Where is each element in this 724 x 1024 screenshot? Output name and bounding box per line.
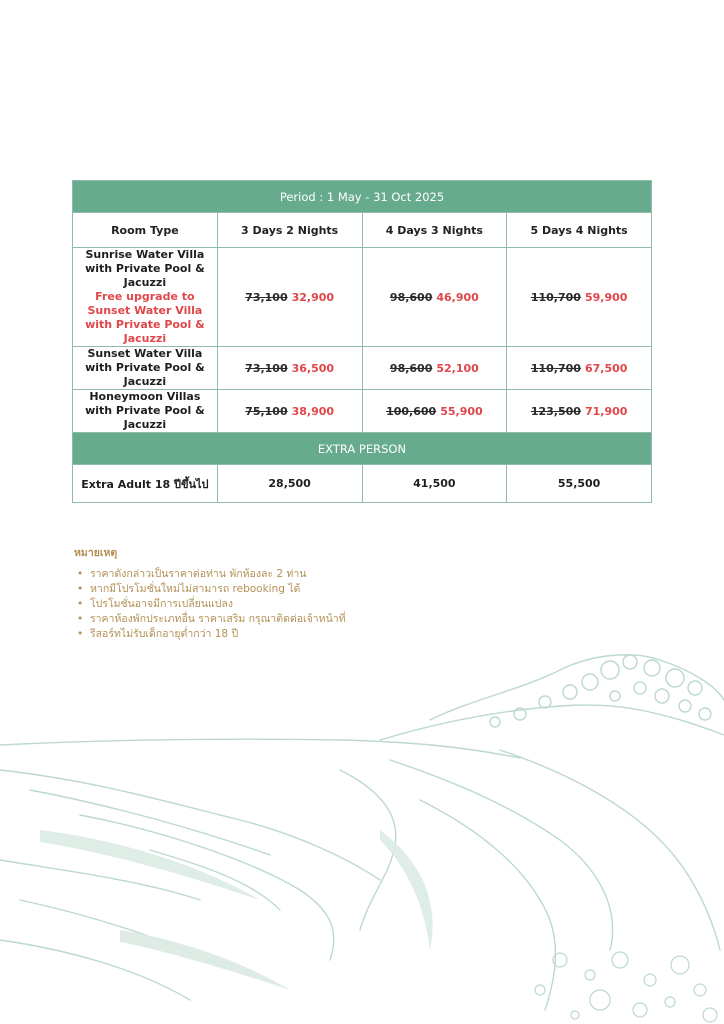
col-5d4n: 5 Days 4 Nights [507,213,652,248]
col-3d2n: 3 Days 2 Nights [217,213,362,248]
price-cell [362,248,507,347]
period-header: Period : 1 May - 31 Oct 2025 [73,181,652,213]
original-price: 98,600 [389,290,433,304]
original-price: 73,100 [245,361,288,375]
price-cell [507,347,652,390]
promo-price: 55,900 [440,404,483,418]
price-cell [507,390,652,433]
price-table [72,180,652,503]
promo-price: 52,100 [436,361,479,375]
original-price: 123,500 [530,404,581,418]
room-type-cell [73,248,218,347]
room-name: Sunset Water Villa with Private Pool & Jacuzzi [85,347,205,388]
col-4d3n: 4 Days 3 Nights [362,213,507,248]
col-room-type: Room Type [73,213,218,248]
note-item: • โปรโมชั่นอาจมีการเปลี่ยนแปลง [74,597,346,612]
price-cell [217,347,362,390]
original-price: 75,100 [245,404,288,418]
original-price: 98,600 [389,361,433,375]
table-row [73,390,652,433]
price-cell [362,347,507,390]
notes-section [74,544,346,642]
original-price: 73,100 [245,290,288,304]
price-cell [217,390,362,433]
promo-price: 59,900 [584,290,628,304]
price-cell [507,248,652,347]
promo-price: 67,500 [584,361,628,375]
promo-price: 32,900 [291,290,335,304]
column-headers [73,213,652,248]
price-cell [217,248,362,347]
promo-price: 36,500 [291,361,335,375]
extra-price-cell: 28,500 [217,465,362,503]
original-price: 110,700 [530,361,581,375]
extra-price-cell: 55,500 [507,465,652,503]
extra-person-header: EXTRA PERSON [73,433,652,465]
room-name: Honeymoon Villas with Private Pool & Jacuzzi [85,390,205,431]
table-row [73,347,652,390]
extra-adult-label: Extra Adult 18 ปีขึ้นไป [73,465,218,503]
room-type-cell [73,347,218,390]
extra-price-cell: 41,500 [362,465,507,503]
original-price: 110,700 [530,290,581,304]
note-item: • ราคาห้องพักประเภทอื่น ราคาเสริม กรุณาติดต่อเจ้าหน้าที่ [74,612,346,627]
note-item: • รีสอร์ทไม่รับเด็กอายุต่ำกว่า 18 ปี [74,627,346,642]
beach-sketch-illustration [0,630,724,1024]
promo-price: 71,900 [584,404,628,418]
notes-title: หมายเหตุ [74,547,118,559]
upgrade-note: Free upgrade to Sunset Water Villa with Private Pool & Jacuzzi [85,290,205,345]
room-name: Sunrise Water Villa with Private Pool & Jacuzzi [85,248,205,289]
promo-price: 46,900 [436,290,479,304]
note-item: • หากมีโปรโมชั่นใหม่ไม่สามารถ rebooking ได้ [74,582,346,597]
room-type-cell [73,390,218,433]
note-item: • ราคาดังกล่าวเป็นราคาต่อท่าน พักห้องละ 2 ท่าน [74,567,346,582]
original-price: 100,600 [386,404,437,418]
table-row [73,248,652,347]
price-cell [362,390,507,433]
promo-price: 38,900 [291,404,335,418]
table-row [73,465,652,503]
